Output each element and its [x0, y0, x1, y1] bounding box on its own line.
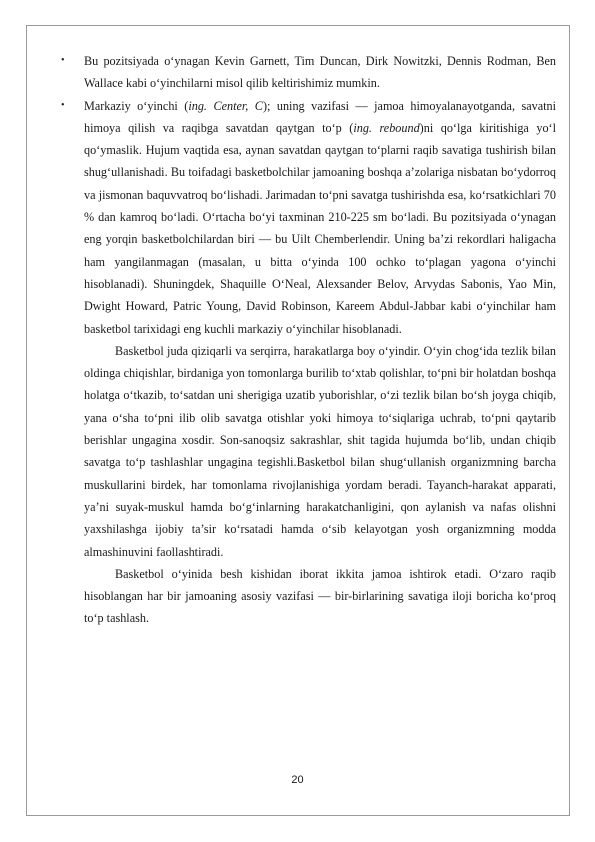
english-term: ing. Center, C	[188, 98, 263, 113]
bullet-text-part: ); uning vazifasi — jamoa himoyalanayotganda, savatni himoya qilish va raqibga savatdan qaytgan to‘p (	[84, 98, 556, 135]
bullet-marker: •	[61, 55, 65, 66]
bullet-text-part: Markaziy o‘yinchi (	[84, 98, 189, 113]
page-number: 20	[291, 774, 304, 786]
bullet-marker: •	[61, 99, 65, 111]
bullet-item-1	[61, 50, 556, 95]
paragraph: Basketbol juda qiziqarli va serqirra, harakatlarga boy o‘yindir. O‘yin chog‘ida tezlik bilan oldinga chiqishlar, birdaniga yon tomonlarga burilib to‘xtab qolishlar, to‘pni bir holatdan boshqa holatga o‘tkazib, to‘satdan uni sherigiga uzatib yuborishlar, o‘zi tezlik bilan bo‘sh joyga chiqib, yana o‘sha to‘pni ilib olib savatga otishlar yoki himoya to‘siqlariga uchrab, to‘pni qaytarib berishlar ungagina xosdir. Son-sanoqsiz sakrashlar, shit tagida hujumda bo‘lib, undan chiqib savatga to‘p tashlashlar ungagina tegishli.Basketbol bilan shug‘ullanish organizmning barcha muskullarini birdek, har tomonlama rivojlanishiga yordam beradi. Tayanch-harakat apparati, ya’ni suyak-muskul hamda bo‘g‘inlarning harakatchanligini, qon aylanish va nafas olishni yaxshilashga ijobiy ta’sir ko‘rsatadi hamda o‘sib kelayotgan yosh organizmning modda almashinuvini faollashtiradi.	[84, 343, 556, 559]
document-body	[61, 50, 556, 630]
bullet-item-2	[61, 95, 556, 340]
paragraph: Basketbol o‘yinida besh kishidan iborat ikkita jamoa ishtirok etadi. O‘zaro raqib hisoblangan har bir jamoaning asosiy vazifasi — bir-birlarining savatiga iloji boricha ko‘proq to‘p tashlash.	[84, 566, 556, 626]
english-term: ing. rebound	[353, 120, 420, 135]
bullet-text-part: )ni qo‘lga kiritishiga yo‘l qo‘ymaslik. Hujum vaqtida esa, aynan savatdan qaytgan to‘plarni raqib savatiga tushirish bilan shug‘ullanishadi. Bu toifadagi basketbolchilar jamoaning boshqa a’zolariga nisbatan bo‘ydorroq va jismonan baquvvatroq bo‘lishadi. Jarimadan to‘pni savatga tushirishda esa, ko‘rsatkichlari 70 % dan kamroq bo‘ladi. O‘rtacha bo‘yi taxminan 210-225 sm bo‘ladi. Bu pozitsiyada o‘ynagan eng yorqin basketbolchilardan biri — bu Uilt Chemberlendir. Uning ba’zi rekordlari haligacha ham yangilanmagan (masalan, u bitta o‘yinda 100 ochko to‘plagan yagona o‘yinchi hisoblanadi). Shuningdek, Shaquille O‘Neal, Alexsander Belov, Arvydas Sabonis, Yao Min, Dwight Howard, Patric Young, David Robinson, Kareem Abdul-Jabbar kabi o‘yinchilar ham basketbol tarixidagi eng kuchli markaziy o‘yinchilar hisoblanadi.	[84, 120, 556, 336]
bullet-text: Bu pozitsiyada o‘ynagan Kevin Garnett, Tim Duncan, Dirk Nowitzki, Dennis Rodman, Ben Wallace kabi o‘yinchilarni misol qilib keltirishimiz mumkin.	[84, 54, 556, 91]
